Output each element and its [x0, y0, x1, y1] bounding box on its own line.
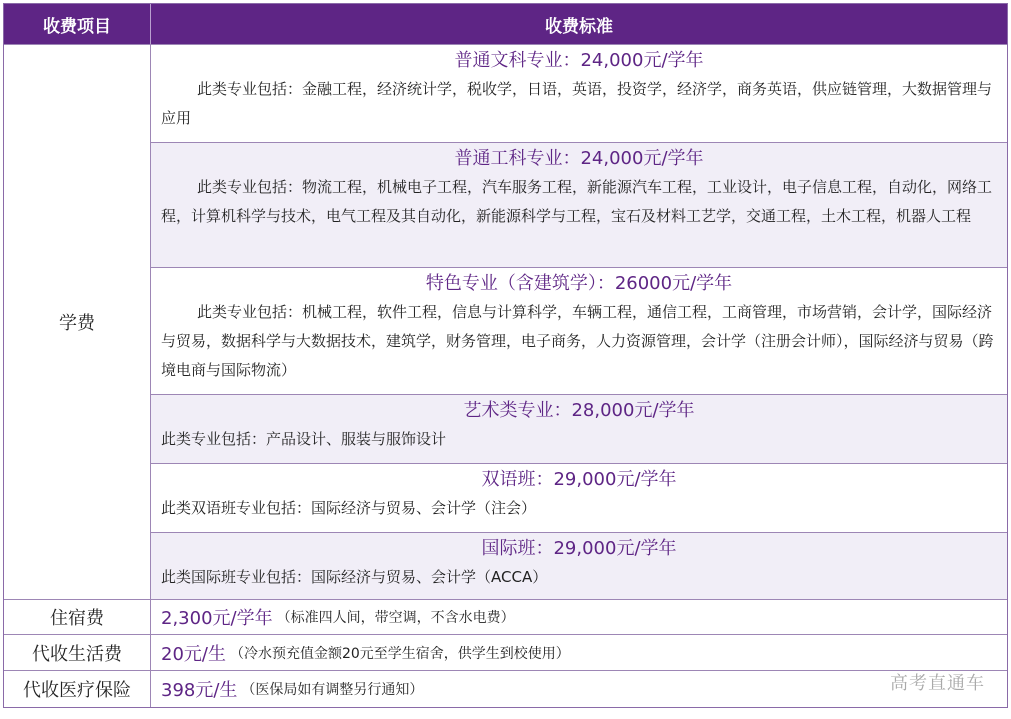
section-title: 国际班：29,000元/学年: [481, 538, 677, 559]
section-title: 普通文科专业：24,000元/学年: [454, 50, 704, 71]
living-row: [4, 634, 1007, 670]
insurance-note: （医保局如有调整另行通知）: [241, 682, 424, 698]
section-desc: 此类专业包括：产品设计、服装与服饰设计: [161, 430, 447, 448]
insurance-content: [151, 671, 1007, 707]
header-standard: 收费标准: [545, 16, 613, 37]
section-bilingual: [151, 463, 1007, 532]
tuition-row: [4, 44, 1007, 599]
watermark: 高考直通车: [890, 673, 985, 694]
tuition-label: 学费: [4, 45, 151, 599]
accommodation-price: 2,300元/学年: [161, 608, 273, 629]
living-content: [151, 635, 1007, 670]
section-international: [151, 532, 1007, 599]
living-note: （冷水预充值金额20元至学生宿舍，供学生到校使用）: [229, 645, 570, 662]
accommodation-content: [151, 600, 1007, 634]
section-desc: 此类专业包括：物流工程，机械电子工程，汽车服务工程，新能源汽车工程，工业设计，电子信息工程，自动化，网络工程，计算机科学与技术，电气工程及其自动化，新能源科学与工程，宝石及材料工艺学，交通工程，土木工程，机器人工程: [161, 178, 993, 225]
section-desc: 此类国际班专业包括：国际经济与贸易、会计学（ACCA）: [161, 568, 548, 586]
accommodation-note: （标准四人间，带空调，不含水电费）: [276, 610, 515, 626]
section-art: [151, 394, 1007, 463]
section-desc: 此类双语班专业包括：国际经济与贸易、会计学（注会）: [161, 499, 537, 517]
insurance-label: 代收医疗保险: [4, 671, 151, 707]
section-title: 普通工科专业：24,000元/学年: [454, 148, 704, 169]
table-header: [4, 4, 1007, 44]
living-label: 代收生活费: [4, 635, 151, 670]
insurance-price: 398元/生: [161, 680, 238, 701]
section-engineering: [151, 142, 1007, 267]
living-price: 20元/生: [161, 643, 226, 665]
section-desc: 此类专业包括：机械工程，软件工程，信息与计算科学，车辆工程，通信工程，工商管理，市场营销，会计学，国际经济与贸易，数据科学与大数据技术，建筑学，财务管理，电子商务，人力资源管理，会计学（注册会计师），国际经济与贸易（跨境电商与国际物流）: [161, 303, 994, 379]
header-item: 收费项目: [4, 4, 151, 44]
section-featured: [151, 267, 1007, 394]
insurance-row: [4, 670, 1007, 707]
section-title: 特色专业（含建筑学）：26000元/学年: [425, 273, 733, 294]
section-liberal-arts: [151, 45, 1007, 142]
tuition-sections: [151, 45, 1007, 599]
section-title: 双语班：29,000元/学年: [481, 469, 677, 490]
accommodation-label: 住宿费: [4, 600, 151, 634]
section-title: 艺术类专业：28,000元/学年: [463, 400, 695, 421]
accommodation-row: [4, 599, 1007, 634]
fee-table: [3, 3, 1008, 708]
section-desc: 此类专业包括：金融工程，经济统计学，税收学，日语，英语，投资学，经济学，商务英语，供应链管理，大数据管理与应用: [161, 80, 993, 127]
